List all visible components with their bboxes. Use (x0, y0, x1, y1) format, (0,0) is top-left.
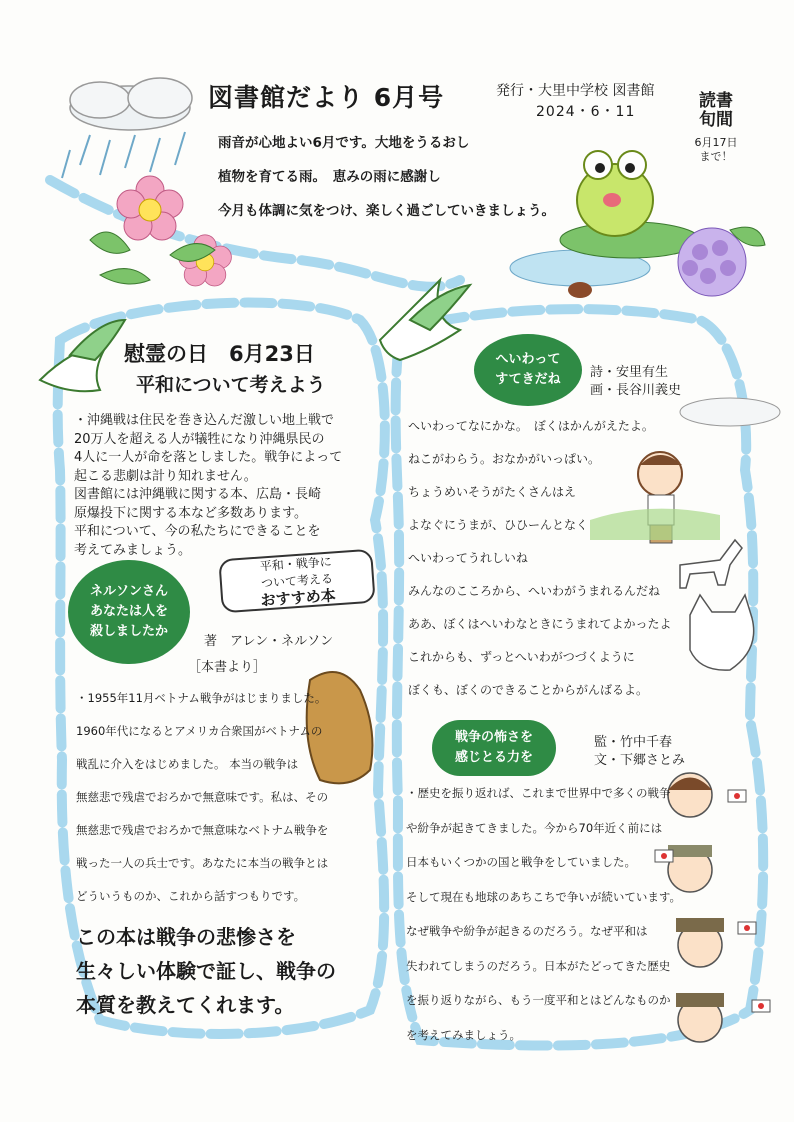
book3-line: 失われてしまうのだろう。日本がたどってきた歴史 (406, 958, 671, 973)
book2-painter: 画・長谷川義史 (590, 383, 682, 398)
book1-title-line: ネルソンさん (89, 584, 168, 599)
memorial-line: 考えてみましょう。 (74, 542, 192, 558)
poem-line: よなぐにうまが、ひひーんとなく (408, 518, 589, 532)
poem-line: へいわってなにかな。 ぼくはかんがえたよ。 (408, 419, 654, 433)
book3-line: ・歴史を振り返れば、これまで世界中で多くの戦争 (406, 786, 671, 800)
book3-line: を振り返りながら、もう一度平和とはどんなものか (406, 993, 671, 1007)
reading-week-until1: 6月17日 (694, 136, 738, 149)
book2-poem (408, 410, 698, 707)
book3-title-line: 感じとる力を (454, 750, 533, 765)
issue-date: 2024・6・11 (536, 104, 636, 120)
recommend-line3: おすすめ本 (260, 586, 337, 610)
newsletter-title: 図書館だより 6月号 (208, 83, 445, 112)
book3-title-badge (432, 720, 556, 776)
intro-line: 今月も体調に気をつけ、楽しく過ごしていきましょう。 (218, 203, 555, 219)
book2-credits (590, 364, 681, 400)
book1-author: 著 アレン・ネルソン (204, 634, 334, 649)
poem-line: みんなのこころから、へいわがうまれるんだね (408, 584, 661, 598)
book2-title-line: すてきだね (495, 372, 561, 387)
poem-line: これからも、ずっとへいわがつづくように (408, 650, 635, 664)
book1-excerpt-label: ［本書より］ (188, 660, 267, 675)
reading-week-line2: 旬間 (699, 110, 733, 130)
hydrangea-icon (678, 227, 765, 296)
excerpt-line: 無慈悲で残虐でおろかで無意味です。私は、その (76, 790, 329, 804)
excerpt-line: 戦乱に介入をはじめました。 本当の戦争は (76, 757, 299, 771)
recommended-books-label (218, 549, 375, 614)
book3-credits (594, 734, 685, 770)
issuer: 発行・大里中学校 図書館 (496, 83, 655, 99)
frog-icon (510, 151, 700, 298)
book1-conclusion (76, 920, 336, 1022)
intro-text (218, 126, 555, 228)
memorial-line: 起こる悲劇は計り知れません。 (74, 468, 257, 484)
poem-line: へいわってうれしいね (408, 551, 528, 565)
poem-line: ああ、ぼくはへいわなときにうまれてよかったよ (408, 617, 672, 631)
book3-title-line: 戦争の怖さを (454, 730, 533, 745)
cat-illustration (690, 595, 754, 670)
reading-week-tag (676, 92, 756, 178)
memorial-line: 図書館には沖縄戦に関する本、広島・長崎 (74, 487, 322, 502)
excerpt-line: 1960年代になるとアメリカ合衆国がベトナムの (76, 724, 323, 738)
book3-body (406, 776, 706, 1052)
memorial-title: 慰霊の日 6月23日 (124, 342, 315, 366)
book3-supervisor: 監・竹中千春 (594, 735, 673, 750)
memorial-line: ・沖縄戦は住民を巻き込んだ激しい地上戦で (74, 413, 335, 428)
poem-line: ねこがわらう。おなかがいっぱい。 (408, 452, 601, 466)
intro-line: 植物を育てる雨。 恵みの雨に感謝し (218, 169, 441, 185)
memorial-line: 原爆投下に関する本など多数あります。 (74, 505, 307, 521)
book3-writer: 文・下郷さとみ (594, 753, 686, 768)
book3-line: を考えてみましょう。 (406, 1027, 521, 1042)
excerpt-line: 無慈悲で残虐でおろかで無意味なベトナム戦争を (76, 823, 329, 837)
memorial-line: 4人に一人が命を落としました。戦争によって (74, 450, 343, 465)
memorial-subtitle: 平和について考えよう (136, 374, 326, 396)
excerpt-line: どういうものか、これから話すつもりです。 (76, 889, 306, 903)
poem-line: ぼくも、ぼくのできることからがんばるよ。 (408, 683, 649, 697)
recommend-line2: ついて考える (260, 571, 334, 591)
rain-cloud-icon (62, 78, 192, 178)
book2-title-badge (474, 334, 582, 406)
memorial-line: 20万人を超える人が犠牲になり沖縄県民の (74, 431, 325, 447)
book1-title-line: あなたは人を (89, 604, 168, 619)
book1-title-line: 殺しましたか (89, 624, 168, 639)
recommend-line1: 平和・戦争に (259, 554, 333, 574)
conclusion-line: 生々しい体験で証し、戦争の (76, 959, 336, 983)
book3-line: なぜ戦争や紛争が起きるのだろう。なぜ平和は (406, 924, 648, 938)
reading-week-until2: まで！ (699, 150, 733, 163)
memorial-line: 平和について、今の私たちにできることを (74, 524, 321, 539)
book2-poet: 詩・安里有生 (590, 365, 669, 380)
reading-week-line1: 読書 (699, 91, 733, 111)
book1-title-badge (68, 560, 190, 664)
book2-title-line: へいわって (495, 352, 561, 367)
intro-line: 雨音が心地よい6月です。大地をうるおし (218, 135, 470, 151)
flower-icon (90, 176, 231, 286)
conclusion-line: 本質を教えてくれます。 (76, 993, 295, 1017)
excerpt-line: ・1955年11月ベトナム戦争がはじまりました。 (76, 691, 327, 705)
excerpt-line: 戦った一人の兵士です。あなたに本当の戦争とは (76, 856, 329, 870)
book3-line: や紛争が起きてきました。今から70年近く前には (406, 820, 663, 835)
book1-excerpt (76, 682, 366, 913)
poem-line: ちょうめいそうがたくさんはえ (408, 485, 577, 499)
book3-line: そして現在も地球のあちこちで争いが続いています。 (406, 889, 681, 904)
conclusion-line: この本は戦争の悲惨さを (76, 925, 296, 949)
book3-line: 日本もいくつかの国と戦争をしていました。 (406, 855, 636, 869)
memorial-body (74, 412, 374, 560)
